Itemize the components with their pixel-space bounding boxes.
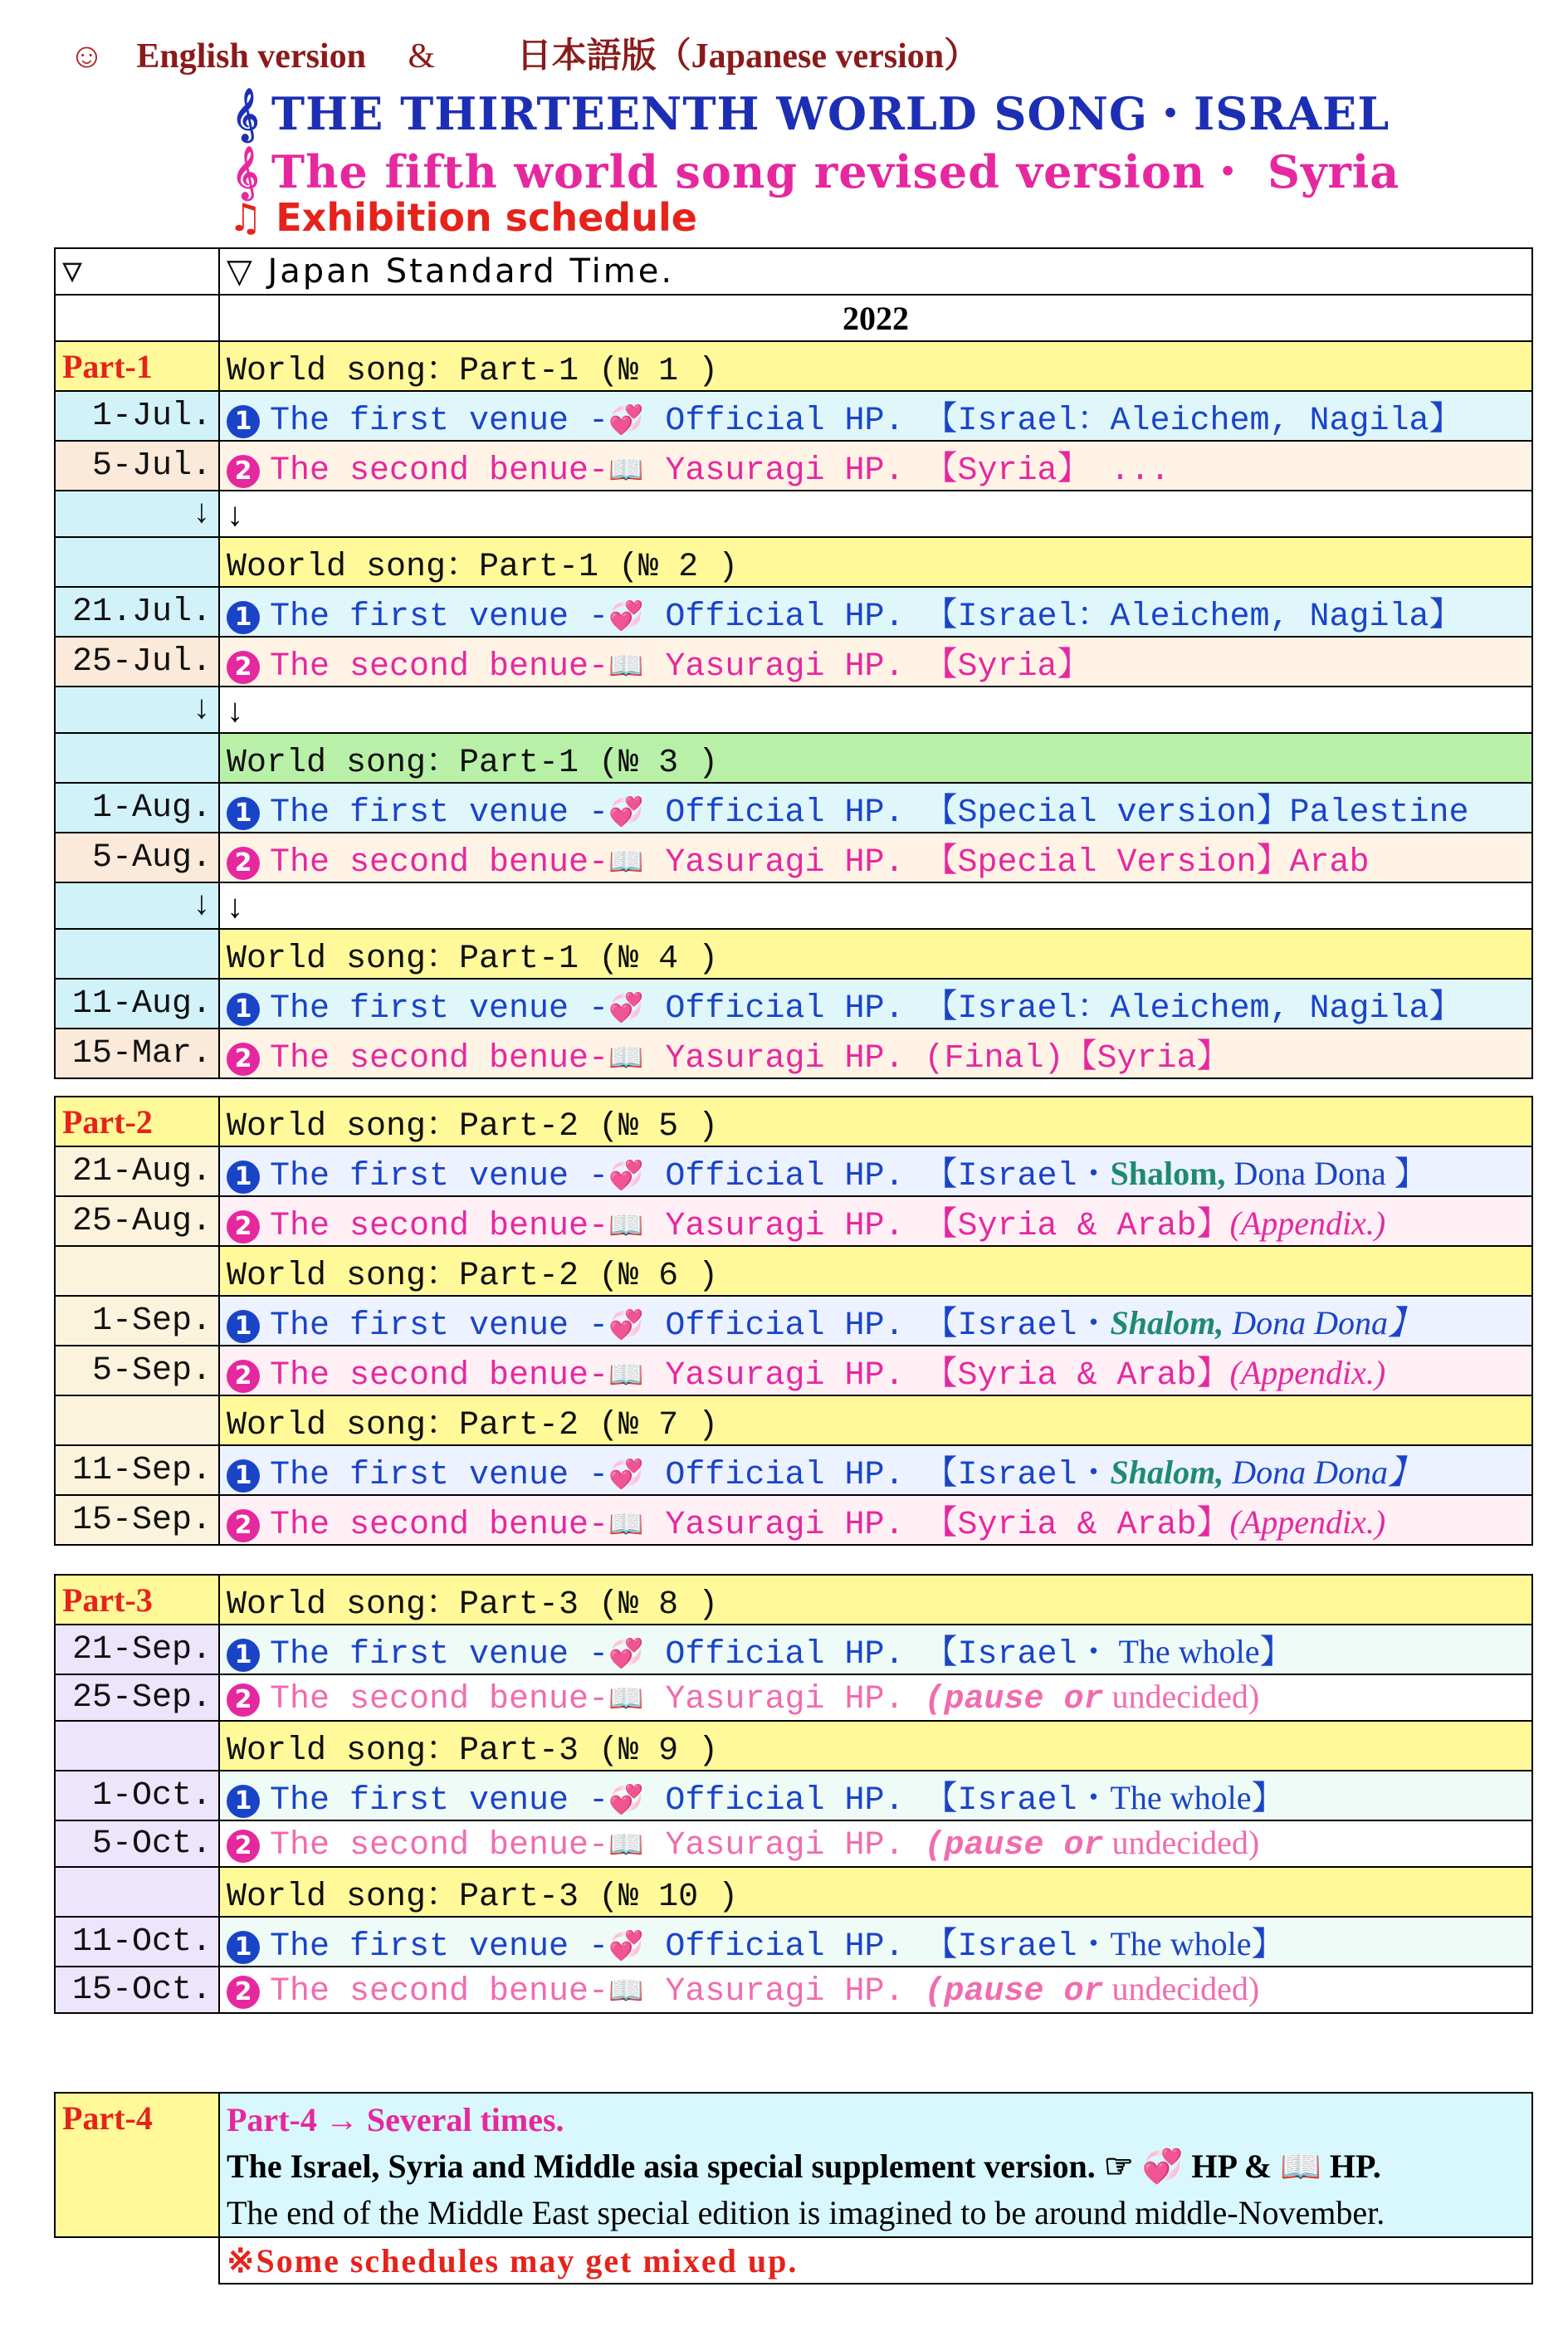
language-header: ☺ English version & 日本語版（Japanese version）	[69, 37, 979, 76]
entry-detail: 【Syria & Arab】	[924, 1208, 1230, 1245]
world-song-title: World song：Part-3 (№ 8 )	[219, 1575, 1532, 1625]
second-venue-entry	[219, 441, 1532, 491]
entry-detail: 【Israel・	[924, 1457, 1111, 1494]
heart-icon: 💞	[608, 1931, 644, 1962]
entry-detail: 【Israel：Aleichem, Nagila】	[924, 599, 1463, 636]
number-two-badge: 2	[227, 651, 260, 684]
entry-detail: 【Syria】	[924, 648, 1091, 686]
world-song-title: World song：Part-2 (№ 5 )	[219, 1097, 1532, 1146]
part4-line2: The Israel, Syria and Middle asia special supplement version. ☞ 💞 HP & 📖 HP.	[227, 2148, 1381, 2185]
second-venue-entry	[219, 1346, 1532, 1395]
first-venue-label: The first venue -	[270, 990, 609, 1028]
part3-table	[54, 1574, 1533, 2014]
entry-detail: (Final)【Syria】	[924, 1040, 1230, 1077]
schedule-date: 5-Aug.	[55, 833, 219, 882]
entry-detail: 【Israel：Aleichem, Nagila】	[924, 403, 1463, 440]
book-icon: 📖	[608, 651, 644, 682]
second-venue-label: The second benue-	[270, 844, 609, 882]
first-venue-entry	[219, 1917, 1532, 1967]
world-song-title: World song：Part-3 (№ 9 )	[219, 1721, 1532, 1771]
part-label: Part-4	[55, 2093, 219, 2237]
yasuragi-hp-label: Yasuragi HP.	[665, 1208, 905, 1245]
entry-detail-end: (Appendix.)	[1229, 1205, 1386, 1242]
yasuragi-hp-label: Yasuragi HP.	[665, 648, 905, 686]
official-hp-label: Official HP.	[665, 1782, 905, 1820]
number-two-badge: 2	[227, 455, 260, 488]
second-venue-entry	[219, 637, 1532, 687]
number-two-badge: 2	[227, 1683, 260, 1717]
empty-cell	[55, 1867, 219, 1917]
heart-icon: 💞	[608, 993, 644, 1024]
official-hp-label: Official HP.	[665, 1457, 905, 1494]
entry-detail: 【Israel・	[924, 1636, 1111, 1674]
first-venue-entry	[219, 783, 1532, 833]
schedule-date: 15-Oct.	[55, 1967, 219, 2013]
japanese-version-label: 日本語版（Japanese version）	[516, 37, 979, 76]
entry-detail-highlight: Shalom,	[1110, 1454, 1224, 1491]
second-venue-entry	[219, 1029, 1532, 1078]
entry-detail: 【Syria】 ...	[924, 452, 1170, 490]
part4-table	[54, 2092, 1533, 2284]
book-icon: 📖	[608, 1830, 644, 1860]
part-label: Part-2	[55, 1097, 219, 1146]
world-song-title: World song：Part-1 (№ 3 )	[219, 733, 1532, 783]
down-arrow: ↓	[219, 491, 1532, 537]
schedule-date: 11-Sep.	[55, 1445, 219, 1495]
heart-icon: 💞	[608, 1639, 644, 1669]
first-venue-label: The first venue -	[270, 1158, 609, 1195]
heart-icon: 💞	[608, 1459, 644, 1490]
first-venue-entry	[219, 587, 1532, 637]
yasuragi-hp-label: Yasuragi HP.	[665, 452, 905, 490]
entry-detail: 【Syria & Arab】	[924, 1357, 1230, 1395]
entry-detail-end: The whole】	[1110, 1633, 1293, 1670]
second-venue-label: The second benue-	[270, 452, 609, 490]
number-one-badge: 1	[227, 1459, 260, 1493]
part4-description	[219, 2093, 1532, 2237]
down-arrow: ↓	[55, 882, 219, 929]
official-hp-label: Official HP.	[665, 1158, 905, 1195]
official-hp-label: Official HP.	[665, 1636, 905, 1674]
yasuragi-hp-label: Yasuragi HP.	[665, 1040, 905, 1077]
schedule-date: 5-Sep.	[55, 1346, 219, 1395]
world-song-title: Woorld song：Part-1 (№ 2 )	[219, 537, 1532, 587]
first-venue-entry	[219, 1146, 1532, 1196]
second-venue-label: The second benue-	[270, 1827, 609, 1864]
official-hp-label: Official HP.	[665, 1928, 905, 1966]
entry-detail-end: Dona Dona 】	[1225, 1155, 1428, 1192]
schedule-date: 25-Sep.	[55, 1674, 219, 1721]
schedule-date: 11-Oct.	[55, 1917, 219, 1967]
english-version-label: English version	[136, 37, 366, 76]
world-song-title: World song：Part-3 (№ 10 )	[219, 1867, 1532, 1917]
timezone-label: ▽ Japan Standard Time.	[219, 248, 1532, 295]
world-song-title: World song：Part-2 (№ 6 )	[219, 1246, 1532, 1296]
first-venue-entry	[219, 1771, 1532, 1820]
entry-detail-end: undecided)	[1103, 1970, 1260, 2007]
second-venue-label: The second benue-	[270, 1040, 609, 1077]
second-venue-label: The second benue-	[270, 1507, 609, 1544]
schedule-date: 21-Aug.	[55, 1146, 219, 1196]
entry-detail-end: undecided)	[1103, 1824, 1260, 1861]
empty-cell	[55, 1246, 219, 1296]
number-one-badge: 1	[227, 797, 260, 830]
number-two-badge: 2	[227, 1210, 260, 1244]
book-icon: 📖	[608, 1360, 644, 1390]
first-venue-label: The first venue -	[270, 1307, 609, 1345]
second-venue-entry	[219, 1820, 1532, 1867]
empty-cell	[55, 733, 219, 783]
entry-detail-highlight: Shalom,	[1110, 1304, 1224, 1341]
second-venue-label: The second benue-	[270, 1208, 609, 1245]
second-venue-entry	[219, 1196, 1532, 1246]
part-label: Part-3	[55, 1575, 219, 1625]
yasuragi-hp-label: Yasuragi HP.	[665, 844, 905, 882]
first-venue-entry	[219, 979, 1532, 1029]
number-two-badge: 2	[227, 1830, 260, 1863]
entry-detail-end: Dona Dona】	[1224, 1304, 1421, 1341]
number-two-badge: 2	[227, 1509, 260, 1542]
entry-detail-end: The whole】	[1110, 1779, 1285, 1816]
world-song-title: World song：Part-1 (№ 4 )	[219, 929, 1532, 979]
music-clef-icon: 𝄞	[232, 87, 260, 140]
schedule-date: 1-Aug.	[55, 783, 219, 833]
schedule-note: ※Some schedules may get mixed up.	[219, 2237, 1532, 2284]
schedule-heading: ♫ Exhibition schedule	[228, 195, 697, 240]
schedule-date: 5-Oct.	[55, 1820, 219, 1867]
number-one-badge: 1	[227, 601, 260, 634]
entry-detail: 【Israel・	[924, 1782, 1111, 1820]
heart-icon: 💞	[608, 1310, 644, 1341]
part-label: Part-1	[55, 341, 219, 391]
part1-table	[54, 340, 1533, 1079]
entry-detail: 【Israel・	[924, 1307, 1111, 1345]
music-clef-icon: 𝄞	[232, 145, 260, 198]
title-israel: 𝄞 THE THIRTEENTH WORLD SONG・ISRAEL	[232, 87, 1390, 140]
second-venue-entry	[219, 1674, 1532, 1721]
part4-line1: Part-4 → Several times.	[227, 2101, 564, 2138]
year-label: 2022	[219, 295, 1532, 341]
entry-detail: 【Israel・	[924, 1158, 1111, 1195]
schedule-date: 15-Sep.	[55, 1495, 219, 1545]
schedule-date: 11-Aug.	[55, 979, 219, 1029]
schedule-date: 5-Jul.	[55, 441, 219, 491]
entry-detail-end: (Appendix.)	[1229, 1354, 1386, 1391]
entry-detail-end: (Appendix.)	[1229, 1503, 1386, 1541]
part2-table	[54, 1096, 1533, 1546]
triangle-cell: ▽	[55, 248, 219, 295]
official-hp-label: Official HP.	[665, 1307, 905, 1345]
number-one-badge: 1	[227, 1161, 260, 1194]
official-hp-label: Official HP.	[665, 599, 905, 636]
entry-detail-end: undecided)	[1103, 1678, 1260, 1715]
schedule-date: 21.Jul.	[55, 587, 219, 637]
empty-cell	[55, 537, 219, 587]
first-venue-label: The first venue -	[270, 794, 609, 832]
schedule-date: 21-Sep.	[55, 1625, 219, 1674]
first-venue-entry	[219, 1445, 1532, 1495]
world-song-title: World song：Part-2 (№ 7 )	[219, 1395, 1532, 1445]
official-hp-label: Official HP.	[665, 794, 905, 832]
first-venue-entry	[219, 391, 1532, 441]
down-arrow: ↓	[219, 687, 1532, 733]
heart-icon: 💞	[608, 797, 644, 828]
world-song-title: World song：Part-1 (№ 1 )	[219, 341, 1532, 391]
number-one-badge: 1	[227, 1310, 260, 1343]
number-one-badge: 1	[227, 1639, 260, 1672]
entry-detail-highlight: Shalom,	[1110, 1155, 1226, 1192]
number-one-badge: 1	[227, 1931, 260, 1964]
book-icon: 📖	[608, 847, 644, 877]
second-venue-label: The second benue-	[270, 648, 609, 686]
book-icon: 📖	[608, 1509, 644, 1540]
first-venue-label: The first venue -	[270, 1782, 609, 1820]
empty-cell	[55, 929, 219, 979]
entry-detail: 【Special Version】Arab	[924, 844, 1370, 882]
second-venue-label: The second benue-	[270, 1681, 609, 1718]
first-venue-label: The first venue -	[270, 403, 609, 440]
heart-icon: 💞	[608, 601, 644, 632]
entry-detail: (pause or	[924, 1827, 1104, 1864]
entry-detail: 【Syria & Arab】	[924, 1507, 1230, 1544]
entry-detail: (pause or	[924, 1973, 1104, 2011]
first-venue-label: The first venue -	[270, 599, 609, 636]
second-venue-entry	[219, 833, 1532, 882]
number-two-badge: 2	[227, 847, 260, 880]
yasuragi-hp-label: Yasuragi HP.	[665, 1357, 905, 1395]
second-venue-label: The second benue-	[270, 1357, 609, 1395]
first-venue-label: The first venue -	[270, 1636, 609, 1674]
first-venue-label: The first venue -	[270, 1457, 609, 1494]
book-icon: 📖	[608, 1210, 644, 1241]
number-one-badge: 1	[227, 1785, 260, 1818]
schedule-date: 1-Oct.	[55, 1771, 219, 1820]
yasuragi-hp-label: Yasuragi HP.	[665, 1827, 905, 1864]
book-icon: 📖	[608, 1683, 644, 1714]
number-one-badge: 1	[227, 405, 260, 438]
book-icon: 📖	[608, 1043, 644, 1073]
yasuragi-hp-label: Yasuragi HP.	[665, 1973, 905, 2011]
first-venue-entry	[219, 1296, 1532, 1346]
number-two-badge: 2	[227, 1043, 260, 1076]
book-icon: 📖	[608, 1976, 644, 2006]
empty-cell	[55, 1395, 219, 1445]
heart-icon: 💞	[608, 1161, 644, 1191]
first-venue-entry	[219, 1625, 1532, 1674]
schedule-date: 1-Sep.	[55, 1296, 219, 1346]
schedule-table-part1	[54, 247, 1533, 342]
heart-icon: 💞	[608, 1785, 644, 1815]
entry-detail-end: The whole】	[1110, 1925, 1285, 1962]
number-one-badge: 1	[227, 993, 260, 1026]
first-venue-label: The first venue -	[270, 1928, 609, 1966]
schedule-date: 25-Jul.	[55, 637, 219, 687]
number-two-badge: 2	[227, 1976, 260, 2009]
schedule-date: 15-Mar.	[55, 1029, 219, 1078]
number-two-badge: 2	[227, 1360, 260, 1393]
down-arrow: ↓	[55, 491, 219, 537]
official-hp-label: Official HP.	[665, 403, 905, 440]
down-arrow: ↓	[55, 687, 219, 733]
ampersand: &	[408, 37, 436, 76]
empty-cell	[55, 1721, 219, 1771]
heart-icon: 💞	[608, 405, 644, 436]
schedule-date: 1-Jul.	[55, 391, 219, 441]
entry-detail: 【Israel：Aleichem, Nagila】	[924, 990, 1463, 1028]
second-venue-entry	[219, 1495, 1532, 1545]
schedule-date: 25-Aug.	[55, 1196, 219, 1246]
second-venue-label: The second benue-	[270, 1973, 609, 2011]
second-venue-entry	[219, 1967, 1532, 2013]
yasuragi-hp-label: Yasuragi HP.	[665, 1681, 905, 1718]
entry-detail-end: Dona Dona】	[1224, 1454, 1421, 1491]
book-icon: 📖	[608, 455, 644, 486]
down-arrow: ↓	[219, 882, 1532, 929]
part4-line3: The end of the Middle East special edition is imagined to be around middle-November.	[227, 2194, 1385, 2231]
entry-detail: 【Israel・	[924, 1928, 1111, 1966]
official-hp-label: Official HP.	[665, 990, 905, 1028]
entry-detail: 【Special version】Palestine	[924, 794, 1469, 832]
entry-detail: (pause or	[924, 1681, 1104, 1718]
yasuragi-hp-label: Yasuragi HP.	[665, 1507, 905, 1544]
title-syria: 𝄞 The fifth world song revised version・ Syria	[232, 145, 1400, 198]
